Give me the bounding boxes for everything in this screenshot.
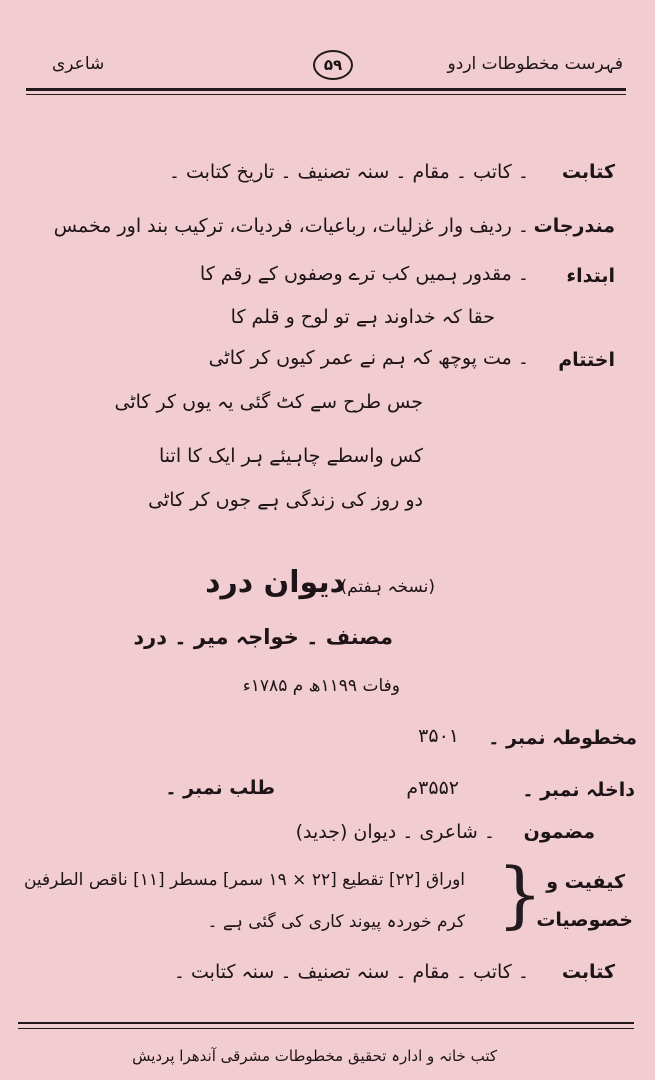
fields-kitabat-label: کتابت [561,961,615,983]
mundarijat-label: مندرجات [533,215,615,237]
manuscript-no-value: ۳۵۰۱ [418,725,459,747]
catalog-title: فہرست مخطوطات اردو [447,54,623,74]
kitabat-label: کتابت [561,161,615,183]
footer-publisher: کتب خانہ و ادارہ تحقیق مخطوطات مشرقی آندھرا پردیش [132,1047,497,1065]
ikhtitam-line-4: دو روز کی زندگی ہے جوں کر کاٹی [148,489,423,511]
ikhtitam-line-2: جس طرح سے کٹ گئی یہ یوں کر کاٹی [114,391,423,413]
condition-label-1: کیفیت و [546,871,625,893]
ikhtitam-label: اختتام [558,349,615,371]
header-rule-bottom [26,94,626,95]
accession-no-label: داخلہ نمبر ۔ [522,779,635,801]
condition-line-1: اوراق [۲۲] تقطیع [۲۲ × ۱۹ سمر] مسطر [۱۱] ناقص الطرفین [23,870,465,890]
header-rule-top [26,88,626,91]
footer-rule-top [18,1022,634,1024]
book-author: مصنف ۔ خواجہ میر ۔ درد [133,625,393,649]
mundarijat-value: ۔ ردیف وار غزلیات، رباعیات، فردیات، ترکیب بند اور مخمس [53,215,529,237]
book-death-date: وفات ۱۱۹۹ھ م ۱۷۸۵ء [242,676,400,696]
page-number: ۵۹ [313,50,353,80]
condition-brace: } [497,852,543,936]
copy-note: (نسخہ ہفتم) [340,577,435,597]
ibtida-line-2: حقا کہ خداوند ہے تو لوح و قلم کا [230,306,495,328]
call-no-label: طلب نمبر ۔ [165,777,275,799]
ibtida-line-1: ۔ مقدور ہمیں کب ترے وصفوں کے رقم کا [199,263,529,285]
fields-kitabat-value: ۔ کاتب ۔ مقام ۔ سنہ تصنیف ۔ سنہ کتابت ۔ [173,961,529,983]
condition-line-2: کرم خوردہ پیوند کاری کی گئی ہے ۔ [207,912,465,932]
footer-rule-bottom [18,1028,634,1029]
kitabat-value: ۔ کاتب ۔ مقام ۔ سنہ تصنیف ۔ تاریخ کتابت ۔ [168,161,529,183]
ibtida-label: ابتداء [566,265,615,287]
section-name: شاعری [52,54,105,74]
ikhtitam-line-1: ۔ مت پوچھ کہ ہم نے عمر کیوں کر کاٹی [208,347,529,369]
ikhtitam-line-3: کس واسطے چاہیئے ہر ایک کا اتنا [159,445,423,467]
condition-label-2: خصوصیات [536,909,633,931]
subject-value: ۔ شاعری ۔ دیوان (جدید) [295,821,495,843]
accession-no-value: ۳۵۵۲م [406,777,459,799]
book-title: دیوان درد [205,565,345,600]
subject-label: مضمون [523,821,595,843]
manuscript-no-label: مخطوطہ نمبر ۔ [488,727,637,749]
